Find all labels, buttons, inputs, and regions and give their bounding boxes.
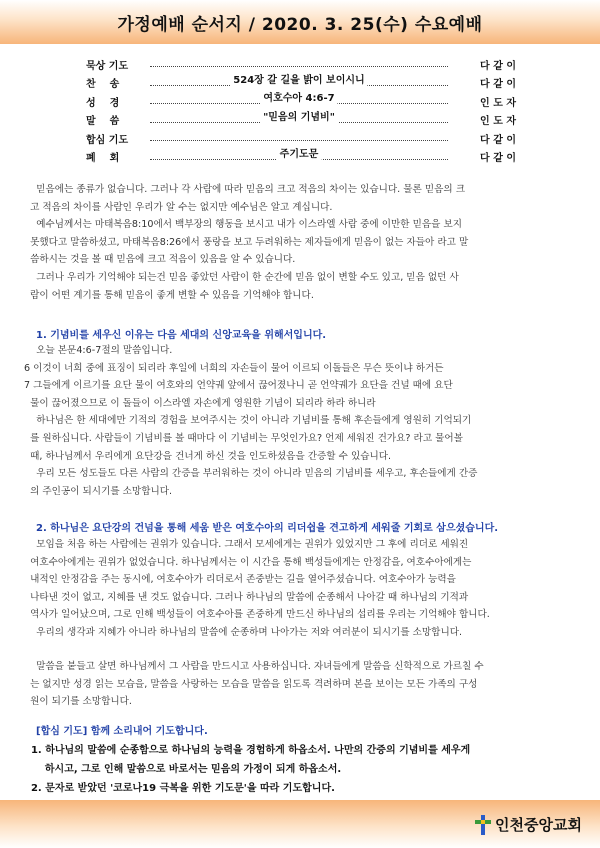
page-title: 가정예배 순서지 / 2020. 3. 25(수) 수요예배 xyxy=(117,15,483,35)
prayer-item: 1. 하나님의 말씀에 순종함으로 하나님의 능력을 경험하게 하옵소서. 나만의 간증의 기념비를 세우게 xyxy=(24,745,471,756)
church-logo xyxy=(475,814,582,835)
text-line: 못했다고 말씀하셨고, 마태복음8:26에서 풍랑을 보고 두려워하는 제자들에게 믿음이 없는 자들아 라고 말 xyxy=(24,236,469,248)
order-leader: 인 도 자 xyxy=(480,97,516,109)
order-dots xyxy=(150,113,448,123)
order-label: 성 경 xyxy=(86,97,120,109)
text-line: 나타낸 것이 없고, 지혜를 낸 것도 없습니다. 그러나 하나님의 말씀에 순종해서 나아갈 때 하나님의 기적과 xyxy=(24,591,469,603)
intro-paragraph xyxy=(24,181,576,304)
prayer-item: 2. 문자로 받았던 '코로나19 극복을 위한 기도문'을 따라 기도합니다. xyxy=(24,783,335,794)
text-line: 모임을 처음 하는 사람에는 권위가 있습니다. 그래서 모세에게는 권위가 있었지만 그 후에 리더로 세워진 xyxy=(24,539,469,550)
text-line: 우리의 생각과 지혜가 아니라 하나님의 말씀에 순종하며 나아가는 저와 여러분이 되시기를 소망합니다. xyxy=(24,626,463,638)
text-line: 원이 되기를 소망합니다. xyxy=(24,696,132,708)
text-line: 고 적음의 차이를 사람인 우리가 알 수는 없지만 예수님은 알고 계십니다. xyxy=(24,201,333,213)
prayer-item: 하시고, 그로 인해 말씀으로 바로서는 믿음의 가정이 되게 하옵소서. xyxy=(24,764,342,775)
text-line: 오늘 본문4:6-7절의 말씀입니다. xyxy=(24,345,173,356)
order-label: 폐 회 xyxy=(86,153,120,165)
text-line: 믿음에는 종류가 없습니다. 그러나 각 사람에 따라 믿음의 크고 적음의 차이는 있습니다. 물론 믿음의 크 xyxy=(24,184,465,195)
prayer-title: [합심 기도] 함께 소리내어 기도합니다. xyxy=(36,726,208,737)
order-dots xyxy=(150,57,448,67)
prayer-section xyxy=(24,722,576,798)
worship-order xyxy=(86,55,516,166)
order-leader: 다 같 이 xyxy=(480,60,516,72)
text-line: 씀하시는 것을 볼 때 믿음에 크고 적음이 있음을 알 수 있습니다. xyxy=(24,254,296,266)
order-label: 찬 송 xyxy=(86,79,120,91)
text-line: 여호수아에게는 권위가 없었습니다. 하나님께서는 이 시간을 통해 백성들에게는 안정감을, 여호수아에게는 xyxy=(24,556,472,568)
text-line: 말씀을 붙들고 살면 하나님께서 그 사람을 만드시고 사용하십니다. 자녀들에게 말씀을 신학적으로 가르칠 수 xyxy=(24,661,484,672)
closing-paragraph xyxy=(24,658,576,711)
text-line: 물이 끊어졌으므로 이 돌들이 이스라엘 자손에게 영원한 기념이 되리라 하라 하니라 xyxy=(24,397,376,409)
order-dots xyxy=(150,94,448,104)
order-content: 주기도문 xyxy=(277,145,322,160)
section-heading-1: 1. 기념비를 세우신 이유는 다음 세대의 신앙교육을 위해서입니다. xyxy=(36,330,327,341)
text-line: 를 원하십니다. 사람들이 기념비를 볼 때마다 이 기념비는 무엇인가요? 언제 세워진 건가요? 라고 물어볼 xyxy=(24,432,463,444)
text-line: 6 이것이 너희 중에 표징이 되리라 후일에 너희의 자손들이 물어 이르되 이돌들은 무슨 뜻이냐 하거든 xyxy=(24,362,444,374)
order-leader: 인 도 자 xyxy=(480,116,516,128)
text-line: 예수님께서는 마태복음8:10에서 백부장의 행동을 보시고 내가 이스라엘 사람 중에 이만한 믿음을 보지 xyxy=(24,219,462,231)
church-name: 인천중앙교회 xyxy=(495,816,582,834)
text-line: 우리 모든 성도들도 다른 사람의 간증을 부러워하는 것이 아니라 믿음의 기념비를 세우고, 후손들에게 간증 xyxy=(24,468,478,480)
text-line: 는 없지만 성경 읽는 모습을, 말씀을 사랑하는 모습을 말씀을 읽도록 격려하며 본을 보이는 모든 가족의 구성 xyxy=(24,678,478,690)
order-leader: 다 같 이 xyxy=(480,134,516,146)
cross-icon xyxy=(475,815,491,835)
text-line: 람이 어떤 계기를 통해 믿음이 좋게 변할 수 있음을 기억해야 합니다. xyxy=(24,289,314,301)
order-content: 524장 갈 길을 밝이 보이시니 xyxy=(230,71,367,86)
order-label: 합심 기도 xyxy=(86,134,129,146)
section-2-body xyxy=(24,536,576,642)
text-line: 그러나 우리가 기억해야 되는건 믿음 좋았던 사람이 한 순간에 믿음 없이 변할 수도 있고, 믿음 없던 사 xyxy=(24,271,459,283)
text-line: 의 주인공이 되시기를 소망합니다. xyxy=(24,485,173,497)
section-heading-2: 2. 하나님은 요단강의 건넘을 통해 세움 받은 여호수아의 리더쉽을 견고하게 세워줄 기회로 삼으셨습니다. xyxy=(36,523,499,534)
text-line: 7 그들에게 이르기를 요단 물이 여호와의 언약궤 앞에서 끊어졌나니 곧 언약궤가 요단을 건널 때에 요단 xyxy=(24,380,453,392)
text-line: 하나님은 한 세대에만 기적의 경험을 보여주시는 것이 아니라 기념비를 통해 후손들에게 영원히 기억되기 xyxy=(24,415,472,427)
order-leader: 다 같 이 xyxy=(480,153,516,165)
order-content: 여호수아 4:6-7 xyxy=(260,89,337,104)
text-line: 내적인 안정감을 주는 동시에, 여호수아가 리더로서 존중받는 길을 열어주셨습니다. 여호수아가 능력을 xyxy=(24,574,456,586)
text-line: 역사가 일어났으며, 그로 인해 백성들이 여호수아를 존중하게 만드신 하나님의 섭리를 우리는 기억해야 합니다. xyxy=(24,609,490,621)
section-1-body xyxy=(24,342,576,500)
order-dots xyxy=(150,76,448,86)
order-dots xyxy=(150,150,448,160)
order-row xyxy=(86,148,516,167)
order-dots xyxy=(150,131,448,141)
order-row xyxy=(86,111,516,130)
order-leader: 다 같 이 xyxy=(480,79,516,91)
order-label: 말 씀 xyxy=(86,116,120,128)
order-label: 묵상 기도 xyxy=(86,60,129,72)
text-line: 때, 하나님께서 우리에게 요단강을 건너게 하신 것을 인도하셨음을 간증할 수 있습니다. xyxy=(24,450,392,462)
order-content: "믿음의 기념비" xyxy=(260,108,338,123)
